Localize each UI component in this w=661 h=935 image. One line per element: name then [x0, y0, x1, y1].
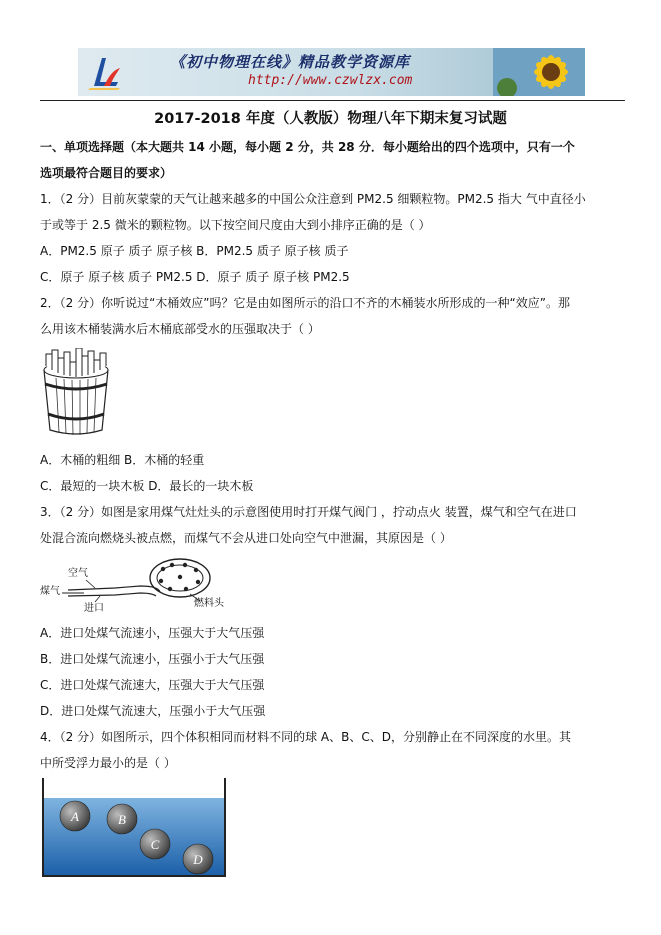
ball-a: [60, 801, 90, 831]
sunflower-icon: [493, 48, 585, 96]
ball-d: [183, 844, 213, 874]
wooden-bucket-figure: [40, 348, 112, 438]
header-divider: [40, 100, 625, 101]
question-3-stem-cont: 处混合流向燃烧头被点燃，而煤气不会从进口处向空气中泄漏，其原因是（ ）: [40, 531, 452, 545]
section-heading-cont: 选项最符合题目的要求）: [40, 166, 173, 180]
question-4-stem-cont: 中所受浮力最小的是（ ）: [40, 756, 176, 770]
question-1-options-ab: A．PM2.5 原子 质子 原子核 B．PM2.5 质子 原子核 质子: [40, 244, 349, 258]
question-3-stem: 3．（2 分）如图是家用煤气灶灶头的示意图使用时打开煤气阀门 ，拧动点火 装置，煤气和空气在进口: [40, 505, 577, 519]
question-2-stem-cont: 么用该木桶装满水后木桶底部受水的压强取决于（ ）: [40, 322, 320, 336]
question-1-stem-cont: 于或等于 2.5 微米的颗粒物。以下按空间尺度由大到小排序正确的是（ ）: [40, 218, 431, 232]
svg-text:D: D: [193, 852, 203, 867]
section-heading: 一、单项选择题（本大题共 14 小题，每小题 2 分，共 28 分．每小题给出的四个选项中，只有一个: [40, 140, 575, 154]
svg-text:C: C: [150, 837, 160, 852]
question-3-option-c: C．进口处煤气流速大，压强大于大气压强: [40, 678, 265, 692]
question-2-stem: 2．（2 分）你听说过“木桶效应”吗？它是由如图所示的沿口不齐的木桶装水所形成的一种“效应”。那: [40, 296, 570, 310]
question-1-stem: 1．（2 分）目前灰蒙蒙的天气让越来越多的中国公众注意到 PM2.5 细颗粒物。PM2.5 指大 气中直径小: [40, 192, 586, 206]
svg-text:A: A: [71, 809, 79, 824]
question-3-option-d: D．进口处煤气流速大，压强小于大气压强: [40, 704, 266, 718]
water-tank-figure: [40, 778, 228, 878]
ball-b: [107, 804, 137, 834]
question-2-options-cd: C．最短的一块木板 D．最长的一块木板: [40, 479, 254, 493]
question-3-option-b: B．进口处煤气流速小，压强小于大气压强: [40, 652, 265, 666]
question-1-options-cd: C．原子 原子核 质子 PM2.5 D．原子 质子 原子核 PM2.5: [40, 270, 350, 284]
gas-label: 煤气: [40, 586, 60, 597]
question-4-stem: 4．（2 分）如图所示，四个体积相同而材料不同的球 A、B、C、D，分别静止在不同深度的水里。其: [40, 730, 571, 744]
burner-label: 燃料头: [194, 598, 224, 609]
question-2-options-ab: A．木桶的粗细 B．木桶的轻重: [40, 453, 205, 467]
inlet-label: 进口: [84, 603, 104, 614]
air-label: 空气: [68, 568, 88, 579]
ball-c: [140, 829, 170, 859]
page-title: 2017-2018 年度（人教版）物理八年下期末复习试题: [154, 111, 507, 127]
svg-text:B: B: [118, 812, 126, 827]
question-3-option-a: A．进口处煤气流速小，压强大于大气压强: [40, 626, 265, 640]
site-logo-icon: [84, 52, 124, 92]
header-banner: [78, 48, 585, 96]
banner-url: http://www.czwlzx.com: [248, 73, 413, 88]
banner-title: 《初中物理在线》精品教学资源库: [170, 53, 411, 71]
